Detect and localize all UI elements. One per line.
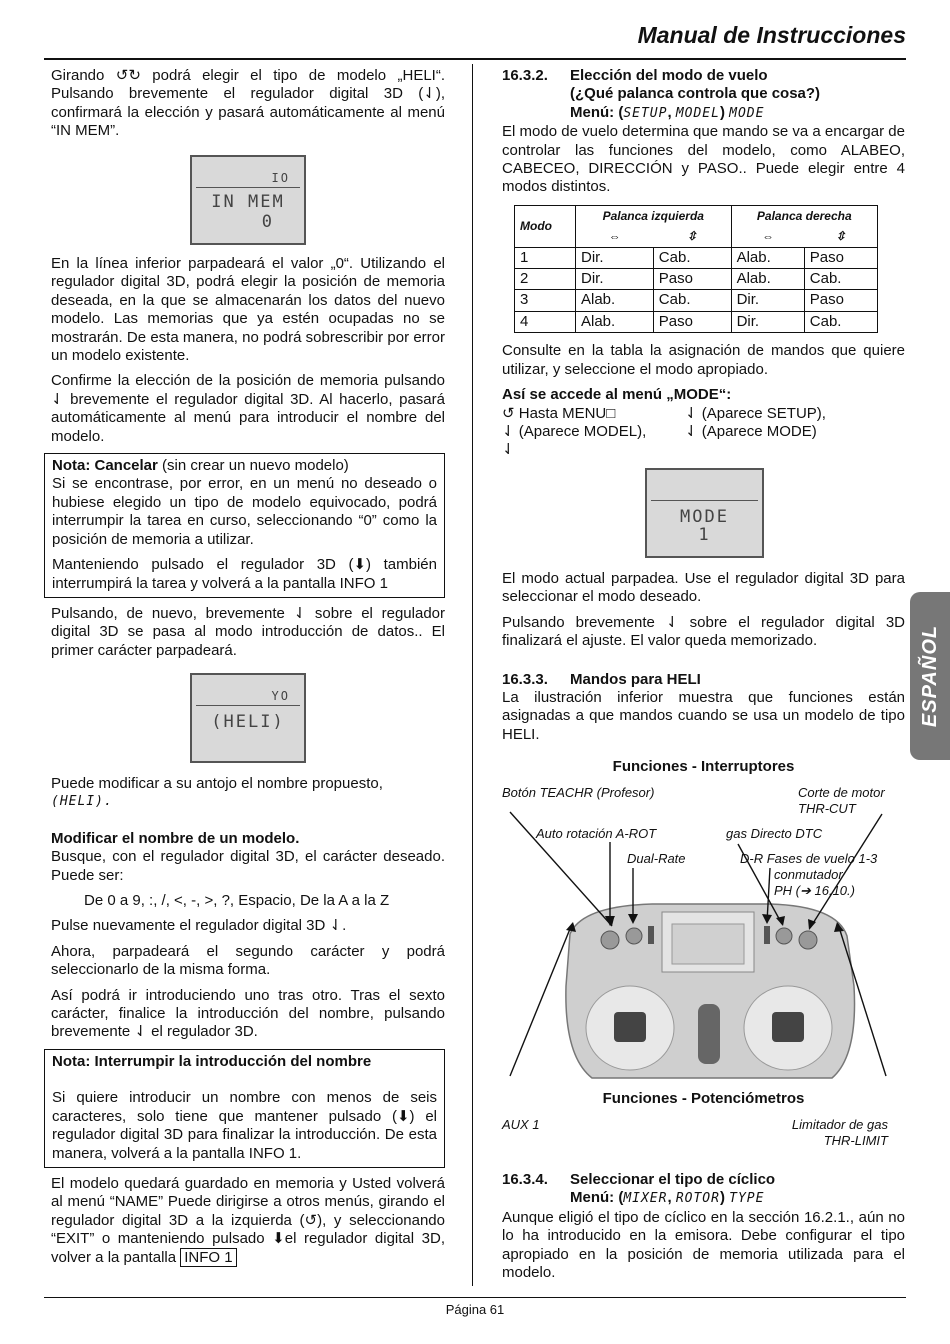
lcd-main-text: MODE (680, 507, 729, 527)
table-cell: Alab. (576, 290, 654, 311)
label-aux-1: AUX 1 (502, 1117, 540, 1132)
note-title: Nota: Interrumpir la introducción del nombre (52, 1052, 372, 1070)
table-cell: Alab. (731, 247, 804, 268)
right-column-bottom (502, 1171, 905, 1289)
table-cell: Paso (653, 311, 731, 332)
figure-title-potentiometers: Funciones - Potenciómetros (602, 1090, 805, 1107)
menu-label: Menú: ( (570, 1189, 624, 1207)
note-paragraph: Si quiere introducir un nombre con menos de seis caracteres, solo tiene que mantener pulsado (⬇) el regulador digital 3D para finalizar la introducción. De esta manera, volverá a la pantalla INFO 1. (52, 1089, 437, 1162)
table-cell: Paso (804, 247, 877, 268)
left-column-body (51, 255, 445, 667)
table-cell: Cab. (653, 290, 731, 311)
note-title: Nota: Cancelar (52, 457, 158, 475)
left-column-lower (51, 775, 445, 1274)
figure-title-switches: Funciones - Interruptores (612, 758, 795, 775)
page-number: Página 61 (445, 1302, 505, 1317)
section-number: 16.3.3. (502, 670, 548, 688)
table-row (515, 269, 878, 290)
table-row (515, 290, 878, 311)
table-header-left: Palanca izquierda (576, 205, 732, 226)
lcd-display-in-mem (190, 155, 306, 245)
access-step: ⇃ (Aparece SETUP), (685, 404, 826, 422)
lcd-divider (651, 500, 758, 501)
table-header-right: Palanca derecha (731, 205, 877, 226)
table-cell: 3 (515, 290, 576, 311)
menu-item: MODE (729, 105, 765, 121)
paragraph: Consulte en la tabla la asignación de mandos que quiere utilizar, y seleccione el modo apropiado. (502, 342, 905, 378)
section-heading: Modificar el nombre de un modelo. (51, 829, 300, 847)
section-subtitle: (¿Qué palanca controla que cosa?) (570, 85, 821, 103)
label-throttle-limit-code: THR-LIMIT (823, 1133, 888, 1148)
character-list: De 0 a 9, :, /, <, -, >, ?, Espacio, De la A a la Z (84, 892, 390, 910)
transmitter-illustration (502, 756, 905, 1096)
menu-path: Menú: (MIXER, ROTOR) TYPE (570, 1189, 765, 1207)
flight-mode-table (514, 205, 878, 333)
paragraph: Confirme la elección de la posición de memoria pulsando ⇃ brevemente el regulador digital 3D. Al hacerlo, pasará automáticamente al menú para introducir el nombre del modelo. (51, 372, 445, 445)
column-divider (472, 64, 473, 1286)
model-name-text: (HELI). (51, 794, 113, 810)
note-interrupt-box (44, 1049, 445, 1168)
access-title: Así se accede al menú „MODE“: (502, 386, 732, 404)
lcd-top-text: YO (271, 689, 290, 703)
paragraph: Busque, con el regulador digital 3D, el carácter deseado. Puede ser: (51, 848, 445, 884)
lcd-display-heli (190, 673, 306, 763)
table-cell: Dir. (576, 247, 654, 268)
access-line (502, 405, 905, 423)
arrow-horizontal: ⇔ (576, 226, 654, 247)
table-cell: 2 (515, 269, 576, 290)
menu-item: MODEL (675, 105, 720, 121)
access-line: ⇃ (502, 441, 515, 459)
paragraph: El modo actual parpadea. Use el regulador digital 3D para seleccionar el modo deseado. (502, 570, 905, 606)
menu-label: Menú: ( (570, 103, 624, 121)
paragraph: Pulsando, de nuevo, brevemente ⇃ sobre el regulador digital 3D se pasa al modo introducción de datos.. El primer carácter parpadeará. (51, 604, 445, 659)
access-step: ⇃ (Aparece MODEL), (502, 422, 647, 440)
menu-item: TYPE (729, 1191, 765, 1207)
right-column-mid (502, 570, 905, 751)
table-row (515, 311, 878, 332)
lcd-display-mode (645, 468, 764, 558)
header-rule (44, 58, 906, 60)
label-phase-ref: PH (➔ 16.10.) (774, 883, 855, 898)
paragraph: En la línea inferior parpadeará el valor „0“. Utilizando el regulador digital 3D, podrá elegir la posición de memoria deseada, en la que se almacenarán los datos del nuevo modelo. Las memorias que ya estén ocupadas no se mostrarán. De esta manera, no podrá sobrescribir por error un modelo existente. (51, 255, 445, 365)
label-throttle-limiter: Limitador de gas (791, 1117, 888, 1132)
section-title: Elección del modo de vuelo (570, 67, 768, 84)
paragraph: Pulsando brevemente ⇃ sobre el regulador digital 3D finalizará el ajuste. El valor queda memorizado. (502, 613, 905, 650)
section-number: 16.3.4. (502, 1171, 548, 1188)
table-cell: Paso (653, 269, 731, 290)
table-cell: Dir. (576, 269, 654, 290)
table-cell: Cab. (804, 269, 877, 290)
footer-rule (44, 1297, 906, 1298)
paragraph: Aunque eligió el tipo de cíclico en la sección 16.2.1., aún no lo ha introducido en la emisora. Debe configurar el tipo apropiado en la posición de memoria utilizada para el modelo. (502, 1208, 905, 1282)
lcd-value-text: 0 (261, 212, 274, 232)
paragraph: La ilustración inferior muestra que funciones están asignadas a que mandos cuando se usa un modelo de tipo HELI. (502, 689, 905, 743)
table-cell: Dir. (731, 290, 804, 311)
section-heading-16-3-2 (502, 67, 905, 85)
info-1-label: INFO 1 (180, 1248, 236, 1267)
table-cell: Dir. (731, 311, 804, 332)
paragraph: Ahora, parpadeará el segundo carácter y podrá seleccionarlo de la misma forma. (51, 942, 445, 979)
note-paragraph: Si se encontrase, por error, en un menú no deseado o hubiese elegido un tipo de modelo equivocado, podrá interrumpir la tarea en curso, seleccionando “0” como la posición de memoria a utilizar. (52, 475, 437, 548)
section-title: Mandos para HELI (570, 670, 701, 688)
menu-item: ROTOR (675, 1191, 720, 1207)
label-throttle-cut: Corte de motor (798, 785, 885, 800)
label-teacher-button: Botón TEACHR (Profesor) (502, 785, 655, 800)
label-auto-rotation: Auto rotación A-ROT (536, 826, 657, 841)
paragraph-text: El modelo quedará guardado en memoria y Usted volverá al menú “NAME” Puede dirigirse a otros menús, girando el regulador digital 3D a la izquierda (↺), y seleccionando “EXIT” o manteniendo pulsado ⬇el regulador digital 3D, volver a la pantalla (51, 1174, 445, 1266)
right-column (502, 67, 905, 460)
transmitter-figure (502, 756, 905, 1156)
paragraph: Girando ↺↻ podrá elegir el tipo de modelo „HELI“. Pulsando brevemente el regulador digital 3D (⇃), confirmará la elección y pasará automáticamente al menú “IN MEM”. (51, 67, 445, 140)
arrow-horizontal: ⇔ (731, 226, 804, 247)
lcd-main-text: (HELI) (211, 712, 285, 732)
label-dual-rate: Dual-Rate (627, 851, 686, 866)
section-title: Seleccionar el tipo de cíclico (570, 1171, 776, 1188)
lcd-main-text: IN MEM (211, 192, 285, 212)
label-phase-switch: conmutador (774, 867, 843, 882)
page-header-title: Manual de Instrucciones (637, 22, 906, 48)
arrow-vertical: ⇳ (653, 226, 731, 247)
access-step: ⇃ (Aparece MODE) (685, 422, 817, 440)
left-column (51, 67, 445, 148)
arrow-vertical: ⇳ (804, 226, 877, 247)
language-tab (910, 592, 950, 760)
paragraph: Pulse nuevamente el regulador digital 3D ⇃. (51, 917, 347, 935)
note-paragraph: Manteniendo pulsado el regulador 3D (⬇) también interrumpirá la tarea y volverá a la pantalla INFO 1 (52, 556, 437, 592)
label-direct-throttle: gas Directo DTC (726, 826, 823, 841)
section-number: 16.3.2. (502, 67, 548, 84)
menu-item: MIXER (623, 1191, 668, 1207)
paragraph: El modo de vuelo determina que mando se va a encargar de controlar las funciones del modelo, como ALABEO, CABECEO, DIRECCIÓN y PASO.. Puede elegir entre 4 modos distintos. (502, 123, 905, 196)
table-cell: Alab. (731, 269, 804, 290)
table-cell: Cab. (804, 311, 877, 332)
lcd-top-text: IO (271, 171, 290, 185)
paragraph: Así podrá ir introduciendo uno tras otro. Tras el sexto carácter, finalice la introducción del nombre, pulsando brevemente ⇃ el regulador 3D. (51, 986, 445, 1041)
note-cancel-box (44, 453, 445, 598)
table-cell: Paso (804, 290, 877, 311)
paragraph (51, 1175, 445, 1267)
table-cell: Alab. (576, 311, 654, 332)
access-step: ↺ Hasta MENU□ (502, 404, 616, 422)
lcd-value-text: 1 (698, 525, 711, 545)
table-cell: 4 (515, 311, 576, 332)
table-header-mode: Modo (515, 205, 576, 247)
note-title-rest: (sin crear un nuevo modelo) (157, 457, 349, 475)
menu-item: SETUP (623, 105, 668, 121)
table-cell: 1 (515, 247, 576, 268)
access-line (502, 423, 905, 441)
label-flight-phases: D-R Fases de vuelo 1-3 (740, 851, 878, 866)
table-cell: Cab. (653, 247, 731, 268)
paragraph: Puede modificar a su antojo el nombre propuesto, (51, 775, 383, 792)
language-tab-label: ESPAÑOL (918, 624, 941, 728)
section-heading-16-3-4 (502, 1171, 905, 1189)
section-heading-16-3-3 (502, 671, 905, 689)
menu-path: Menú: (SETUP, MODEL) MODE (570, 103, 765, 121)
label-throttle-cut-code: THR-CUT (798, 801, 856, 816)
table-row (515, 247, 878, 268)
